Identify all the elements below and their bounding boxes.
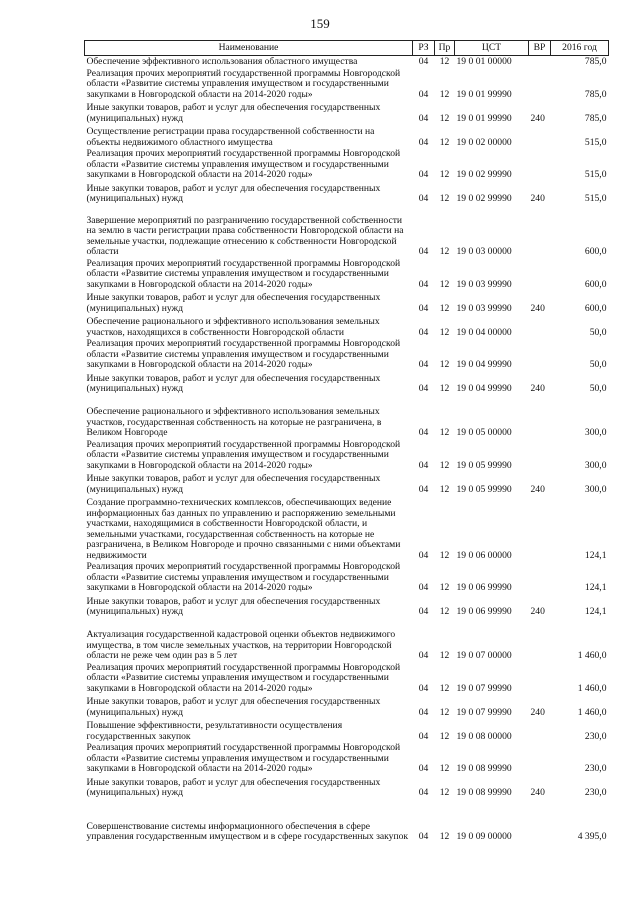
row-amount: 124,1 — [584, 606, 607, 618]
row-pr: 12 — [439, 606, 450, 618]
row-amount: 124,1 — [584, 549, 607, 561]
row-rz: 04 — [418, 136, 429, 148]
row-amount: 785,0 — [584, 112, 607, 124]
row-cst: 19 0 07 99990 — [456, 706, 512, 718]
row-cst: 19 0 05 99990 — [456, 483, 512, 495]
row-cst: 19 0 04 99990 — [456, 383, 512, 395]
row-name: Осуществление регистрации права государственной собственности на объекты недвижимого областного имущества — [86, 126, 375, 148]
row-cst: 19 0 03 99990 — [456, 278, 512, 290]
row-amount: 230,0 — [584, 787, 607, 799]
row-name: Реализация прочих мероприятий государственной программы Новгородской области «Развитие системы управления имуществом и государственными закупками в Новгородской области на 2014-2020 годы» — [86, 148, 401, 181]
row-vr — [529, 496, 551, 562]
table-row — [85, 472, 609, 496]
table-row — [85, 68, 609, 101]
row-pr: 12 — [439, 831, 450, 843]
row-pr: 12 — [439, 730, 450, 742]
row-pr: 12 — [439, 549, 450, 561]
row-amount: 785,0 — [584, 56, 607, 68]
row-cst: 19 0 01 99990 — [456, 88, 512, 100]
row-name: Обеспечение рационального и эффективного использования земельных участков, находящихся в собственности Новгородской области — [86, 316, 380, 338]
table-row — [85, 562, 609, 595]
row-name: Реализация прочих мероприятий государственной программы Новгородской области «Развитие системы управления имуществом и государственными закупками в Новгородской области на 2014-2020 годы» — [86, 438, 401, 471]
table-row — [85, 618, 609, 662]
row-vr: 240 — [530, 193, 545, 205]
row-pr: 12 — [439, 88, 450, 100]
row-rz: 04 — [418, 483, 429, 495]
row-vr — [529, 205, 551, 258]
row-cst: 19 0 02 00000 — [456, 136, 512, 148]
row-rz: 04 — [418, 706, 429, 718]
row-vr — [529, 618, 551, 662]
row-amount: 124,1 — [584, 582, 607, 594]
row-pr: 12 — [439, 112, 450, 124]
row-pr: 12 — [439, 169, 450, 181]
row-pr: 12 — [439, 246, 450, 258]
row-pr: 12 — [439, 459, 450, 471]
row-cst: 19 0 03 00000 — [456, 246, 512, 258]
row-vr — [529, 395, 551, 439]
header-cst: ЦСТ — [455, 41, 529, 56]
row-rz: 04 — [418, 549, 429, 561]
row-vr: 240 — [530, 483, 545, 495]
row-rz: 04 — [418, 582, 429, 594]
row-amount: 4 395,0 — [577, 831, 607, 843]
row-pr: 12 — [439, 787, 450, 799]
row-vr: 240 — [530, 302, 545, 314]
row-rz: 04 — [418, 383, 429, 395]
row-vr — [529, 799, 551, 843]
table-row — [85, 743, 609, 776]
row-cst: 19 0 01 00000 — [456, 56, 512, 68]
row-name: Завершение мероприятий по разграничению государственной собственности на землю в части регистрации права собственности Новгородской области на земельные участки, подлежащие отнесению к собственности Новгородской области — [86, 214, 404, 258]
row-pr: 12 — [439, 582, 450, 594]
table-row — [85, 125, 609, 149]
row-rz: 04 — [418, 88, 429, 100]
table-row — [85, 258, 609, 291]
header-rz: РЗ — [413, 41, 435, 56]
row-rz: 04 — [418, 278, 429, 290]
row-name: Актуализация государственной кадастровой оценки объектов недвижимого имущества, в том числе земельных участков, на территории Новгородской области не реже чем один раз в 5 лет — [86, 629, 396, 662]
row-name: Обеспечение эффективного использования областного имущества — [86, 56, 358, 68]
row-amount: 600,0 — [584, 278, 607, 290]
row-name: Реализация прочих мероприятий государственной программы Новгородской области «Развитие системы управления имуществом и государственными закупками в Новгородской области на 2014-2020 годы» — [86, 561, 401, 594]
row-cst: 19 0 05 99990 — [456, 459, 512, 471]
row-amount: 515,0 — [584, 193, 607, 205]
row-pr: 12 — [439, 427, 450, 439]
table-row — [85, 695, 609, 719]
row-amount: 785,0 — [584, 88, 607, 100]
row-amount: 230,0 — [584, 730, 607, 742]
row-vr — [529, 339, 551, 372]
row-pr: 12 — [439, 278, 450, 290]
row-cst: 19 0 07 00000 — [456, 650, 512, 662]
row-vr — [529, 68, 551, 101]
table-row — [85, 181, 609, 205]
row-rz: 04 — [418, 169, 429, 181]
row-cst: 19 0 06 00000 — [456, 549, 512, 561]
row-cst: 19 0 07 99990 — [456, 682, 512, 694]
row-rz: 04 — [418, 359, 429, 371]
row-name: Реализация прочих мероприятий государственной программы Новгородской области «Развитие системы управления имуществом и государственными закупками в Новгородской области на 2014-2020 годы» — [86, 338, 401, 371]
row-pr: 12 — [439, 763, 450, 775]
row-amount: 1 460,0 — [577, 650, 607, 662]
row-rz: 04 — [418, 650, 429, 662]
row-name: Повышение эффективности, результативности осуществления государственных закупок — [86, 720, 343, 742]
row-cst: 19 0 06 99990 — [456, 582, 512, 594]
row-amount: 1 460,0 — [577, 682, 607, 694]
row-name: Реализация прочих мероприятий государственной программы Новгородской области «Развитие системы управления имуществом и государственными закупками в Новгородской области на 2014-2020 годы» — [86, 67, 401, 100]
row-vr — [529, 125, 551, 149]
row-vr: 240 — [530, 787, 545, 799]
header-pr: Пр — [435, 41, 455, 56]
row-cst: 19 0 06 99990 — [456, 606, 512, 618]
header-year: 2016 год — [551, 41, 609, 56]
row-rz: 04 — [418, 831, 429, 843]
row-pr: 12 — [439, 136, 450, 148]
row-name: Реализация прочих мероприятий государственной программы Новгородской области «Развитие системы управления имуществом и государственными закупками в Новгородской области на 2014-2020 годы» — [86, 661, 401, 694]
row-vr — [529, 56, 551, 69]
row-pr: 12 — [439, 650, 450, 662]
row-vr — [529, 662, 551, 695]
table-row — [85, 395, 609, 439]
row-cst: 19 0 01 99990 — [456, 112, 512, 124]
row-rz: 04 — [418, 459, 429, 471]
row-vr — [529, 258, 551, 291]
row-vr — [529, 743, 551, 776]
page-number: 159 — [310, 16, 330, 31]
row-rz: 04 — [418, 763, 429, 775]
row-cst: 19 0 08 99990 — [456, 787, 512, 799]
row-rz: 04 — [418, 730, 429, 742]
row-amount: 600,0 — [584, 246, 607, 258]
table-row — [85, 56, 609, 69]
row-pr: 12 — [439, 326, 450, 338]
table-row — [85, 496, 609, 562]
header-name: Наименование — [85, 41, 413, 56]
row-pr: 12 — [439, 56, 450, 68]
row-name: Иные закупки товаров, работ и услуг для обеспечения государственных (муниципальных) нужд — [86, 372, 381, 395]
table-row — [85, 315, 609, 339]
row-name: Иные закупки товаров, работ и услуг для обеспечения государственных (муниципальных) нужд — [86, 182, 381, 205]
row-name: Иные закупки товаров, работ и услуг для обеспечения государственных (муниципальных) нужд — [86, 595, 381, 618]
row-amount: 300,0 — [584, 459, 607, 471]
row-amount: 50,0 — [589, 383, 607, 395]
row-name: Обеспечение рационального и эффективного использования земельных участков, государственная собственность на которые не разграничена, в Великом Новгороде — [86, 406, 382, 439]
row-name: Иные закупки товаров, работ и услуг для обеспечения государственных (муниципальных) нужд — [86, 696, 381, 718]
row-amount: 600,0 — [584, 302, 607, 314]
table-row — [85, 594, 609, 618]
row-rz: 04 — [418, 112, 429, 124]
row-rz: 04 — [418, 246, 429, 258]
row-name: Иные закупки товаров, работ и услуг для обеспечения государственных (муниципальных) нужд — [86, 292, 381, 314]
row-name: Иные закупки товаров, работ и услуг для обеспечения государственных (муниципальных) нужд — [86, 776, 381, 799]
table-row — [85, 799, 609, 843]
row-amount: 230,0 — [584, 763, 607, 775]
row-pr: 12 — [439, 706, 450, 718]
row-cst: 19 0 05 00000 — [456, 427, 512, 439]
table-row — [85, 149, 609, 182]
row-cst: 19 0 03 99990 — [456, 302, 512, 314]
row-pr: 12 — [439, 383, 450, 395]
row-amount: 515,0 — [584, 169, 607, 181]
row-amount: 300,0 — [584, 427, 607, 439]
row-vr: 240 — [530, 706, 545, 718]
row-amount: 300,0 — [584, 483, 607, 495]
row-name: Создание программно-технических комплексов, обеспечивающих ведение информационных баз данных по управлению и распоряжению земельными участками, находящимися в собственности Новгородской области, и земельными участками, государственная собственность на которые не разграничена, в Великом Новгороде и прочно связанными с ними объектами недвижимости — [86, 496, 401, 561]
row-rz: 04 — [418, 326, 429, 338]
row-amount: 50,0 — [589, 326, 607, 338]
row-rz: 04 — [418, 56, 429, 68]
row-pr: 12 — [439, 193, 450, 205]
row-cst: 19 0 02 99990 — [456, 169, 512, 181]
table-row — [85, 291, 609, 315]
table-row — [85, 439, 609, 472]
table-row — [85, 101, 609, 125]
row-vr: 240 — [530, 112, 545, 124]
row-name: Совершенствование системы информационного обеспечения в сфере управления государственным имуществом и в сфере государственных закупок — [86, 820, 409, 843]
row-name: Реализация прочих мероприятий государственной программы Новгородской области «Развитие системы управления имуществом и государственными закупками в Новгородской области на 2014-2020 годы» — [86, 742, 401, 775]
row-rz: 04 — [418, 606, 429, 618]
row-cst: 19 0 08 99990 — [456, 763, 512, 775]
table-header-row — [85, 41, 609, 56]
row-vr — [529, 439, 551, 472]
table-row — [85, 339, 609, 372]
table-row — [85, 662, 609, 695]
row-pr: 12 — [439, 302, 450, 314]
row-vr: 240 — [530, 606, 545, 618]
row-amount: 1 460,0 — [577, 706, 607, 718]
row-cst: 19 0 04 00000 — [456, 326, 512, 338]
row-amount: 515,0 — [584, 136, 607, 148]
row-name: Иные закупки товаров, работ и услуг для обеспечения государственных (муниципальных) нужд — [86, 473, 381, 495]
row-pr: 12 — [439, 359, 450, 371]
row-vr: 240 — [530, 383, 545, 395]
row-pr: 12 — [439, 483, 450, 495]
row-vr — [529, 149, 551, 182]
table-row — [85, 371, 609, 395]
row-rz: 04 — [418, 787, 429, 799]
row-cst: 19 0 08 00000 — [456, 730, 512, 742]
row-vr — [529, 315, 551, 339]
table-row — [85, 205, 609, 258]
row-cst: 19 0 04 99990 — [456, 359, 512, 371]
row-vr — [529, 562, 551, 595]
table-row — [85, 775, 609, 799]
row-cst: 19 0 09 00000 — [456, 831, 512, 843]
row-pr: 12 — [439, 682, 450, 694]
table-row — [85, 719, 609, 743]
row-cst: 19 0 02 99990 — [456, 193, 512, 205]
row-name: Иные закупки товаров, работ и услуг для обеспечения государственных (муниципальных) нужд — [86, 102, 381, 124]
row-rz: 04 — [418, 302, 429, 314]
row-rz: 04 — [418, 193, 429, 205]
budget-table — [84, 40, 609, 843]
row-amount: 50,0 — [589, 359, 607, 371]
row-rz: 04 — [418, 682, 429, 694]
header-vr: ВР — [529, 41, 551, 56]
row-vr — [529, 719, 551, 743]
row-name: Реализация прочих мероприятий государственной программы Новгородской области «Развитие системы управления имуществом и государственными закупками в Новгородской области на 2014-2020 годы» — [86, 257, 401, 290]
row-rz: 04 — [418, 427, 429, 439]
